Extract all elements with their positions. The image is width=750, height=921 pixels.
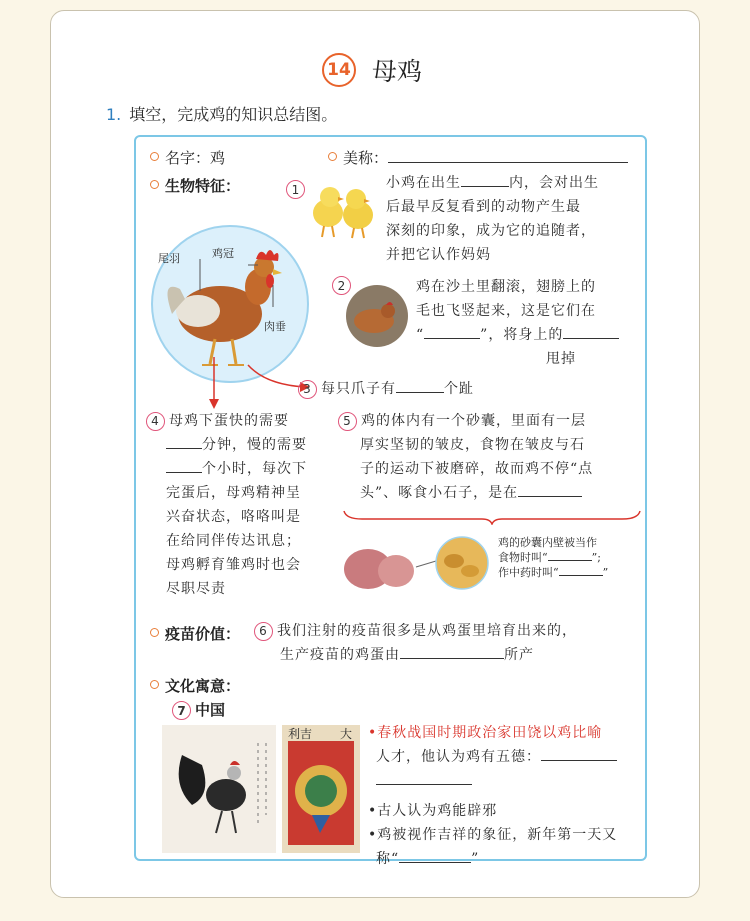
alias-row bbox=[328, 147, 628, 168]
item-5-blank[interactable] bbox=[518, 482, 582, 497]
culture-blank-a[interactable] bbox=[541, 746, 617, 761]
gizzard-photos bbox=[344, 533, 494, 599]
tail-label: 尾羽 bbox=[158, 252, 180, 265]
features-row bbox=[150, 175, 240, 196]
culture-blank-b[interactable] bbox=[376, 770, 472, 785]
culture-row bbox=[150, 675, 240, 696]
question-text: 填空，完成鸡的知识总结图。 bbox=[129, 105, 338, 124]
chicks-illustration bbox=[308, 181, 380, 241]
name-row bbox=[150, 147, 225, 168]
item-4-text: 4 母鸡下蛋快的需要 分钟，慢的需要 个小时，每次下 完蛋后，母鸡精神呈 兴奋状态，咯咯叫是 在给同伴传达讯息； 母鸡孵育雏鸡时也会 尽职尽责 bbox=[146, 409, 336, 601]
alias-blank[interactable] bbox=[388, 148, 628, 163]
gizzard-blank-b[interactable] bbox=[559, 565, 603, 576]
gizzard-blank-a[interactable] bbox=[548, 550, 592, 561]
item-3-marker: 3 bbox=[298, 380, 317, 399]
bullet-icon bbox=[150, 680, 159, 689]
item-2-text: 鸡在沙土里翻滚，翅膀上的 毛也飞竖起来，这是它们在 “ ”，将身上的 甩掉 bbox=[416, 275, 640, 371]
item-6-blank[interactable] bbox=[400, 644, 504, 659]
item-6-marker: 6 bbox=[254, 622, 273, 641]
bullet-icon bbox=[150, 180, 159, 189]
china-label: 中国 bbox=[195, 701, 226, 719]
item-1-blank[interactable] bbox=[461, 172, 509, 187]
alias-label: 美称： bbox=[343, 149, 389, 167]
knowledge-map bbox=[134, 135, 647, 867]
item-1-marker: 1 bbox=[286, 179, 309, 199]
culture-blank-c[interactable] bbox=[399, 848, 471, 863]
vaccine-row bbox=[150, 623, 240, 644]
item-2-blank-b[interactable] bbox=[563, 324, 619, 339]
item-7-marker: 7 bbox=[172, 701, 191, 720]
bullet-icon bbox=[150, 152, 159, 161]
poster-text-right: 大 bbox=[340, 727, 353, 741]
item-4-blank-a[interactable] bbox=[166, 434, 202, 449]
item-3-text: 3 每只爪子有 个趾 bbox=[298, 377, 474, 401]
item-5-text: 5 鸡的体内有一个砂囊，里面有一层 厚实坚韧的皱皮，食物在皱皮与石 子的运动下被磨碎，故而鸡不停“点 头”、啄食小石子，是在 bbox=[338, 409, 644, 505]
culture-label: 文化寓意： bbox=[165, 677, 241, 695]
rooster-paintings bbox=[162, 725, 360, 853]
poster-text-left: 利吉 bbox=[288, 727, 313, 741]
china-row bbox=[172, 699, 225, 720]
item-4-blank-b[interactable] bbox=[166, 458, 202, 473]
dust-bath-photo bbox=[344, 283, 410, 349]
lesson-number: 14 bbox=[322, 53, 356, 87]
item-2-blank-a[interactable] bbox=[424, 324, 480, 339]
item-5-marker: 5 bbox=[338, 412, 357, 431]
wattle-label: 肉垂 bbox=[264, 320, 286, 333]
name-label: 名字：鸡 bbox=[165, 149, 226, 167]
lesson-title bbox=[322, 50, 422, 90]
comb-label: 鸡冠 bbox=[212, 247, 234, 260]
gizzard-text: 鸡的砂囊内壁被当作 食物时叫“ ”; 作中药时叫“ ” bbox=[498, 536, 609, 579]
item-3-blank[interactable] bbox=[396, 378, 444, 393]
bullet-icon bbox=[150, 628, 159, 637]
item-2-marker: 2 bbox=[332, 275, 355, 295]
lesson-name: 母鸡 bbox=[372, 57, 423, 86]
question-1 bbox=[106, 102, 337, 125]
bullet-icon bbox=[328, 152, 337, 161]
vaccine-label: 疫苗价值： bbox=[165, 625, 241, 643]
question-number: 1. bbox=[106, 105, 122, 124]
item-4-marker: 4 bbox=[146, 412, 165, 431]
brace-divider bbox=[342, 509, 642, 525]
item-6-text: 6 我们注射的疫苗很多是从鸡蛋里培育出来的， 生产疫苗的鸡蛋由 所产 bbox=[254, 619, 644, 667]
item-1-text: 小鸡在出生 内，会对出生 后最早反复看到的动物产生最 深刻的印象，成为它的追随者， 并把它认作妈妈 bbox=[386, 171, 636, 267]
features-label: 生物特征： bbox=[165, 177, 241, 195]
culture-text: •春秋战国时期政治家田饶以鸡比喻 人才，他认为鸡有五德： •古人认为鸡能辟邪 •鸡被视作吉祥的象征，新年第一天又 称“ ” bbox=[368, 725, 618, 867]
